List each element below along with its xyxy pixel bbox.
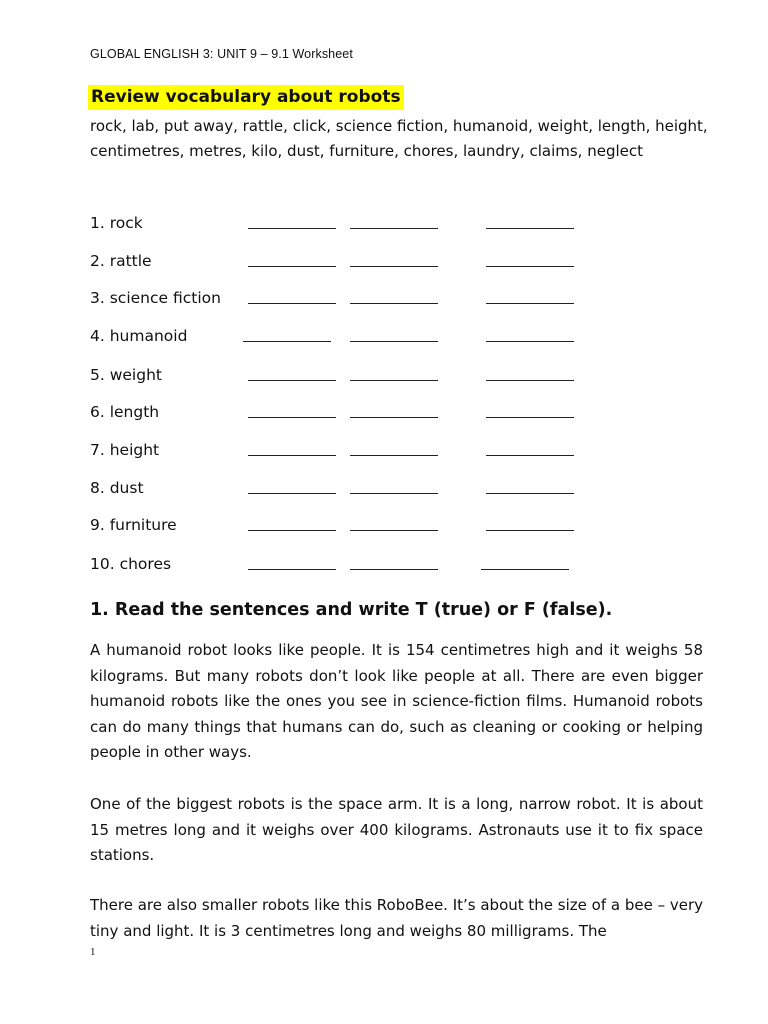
document-header: GLOBAL ENGLISH 3: UNIT 9 – 9.1 Worksheet [90,47,353,61]
answer-blank[interactable] [486,417,574,418]
vocab-label: 4. humanoid [90,327,188,345]
vocab-row [0,214,768,236]
vocab-label: 8. dust [90,479,144,497]
answer-blank[interactable] [248,380,336,381]
answer-blank[interactable] [248,530,336,531]
answer-blank[interactable] [350,455,438,456]
reading-paragraph: There are also smaller robots like this RoboBee. It’s about the size of a bee – very tiny and light. It is 3 centimetres long and weighs 80 milligrams. The [90,896,703,940]
answer-blank[interactable] [248,417,336,418]
vocab-row [0,441,768,463]
answer-blank[interactable] [248,303,336,304]
page-number: 1 [90,946,96,958]
answer-blank[interactable] [481,569,569,570]
answer-blank[interactable] [248,493,336,494]
vocab-label: 1. rock [90,214,143,232]
answer-blank[interactable] [243,341,331,342]
answer-blank[interactable] [350,303,438,304]
vocab-row [0,366,768,388]
answer-blank[interactable] [350,569,438,570]
answer-blank[interactable] [486,493,574,494]
vocab-label: 10. chores [90,555,172,573]
answer-blank[interactable] [350,341,438,342]
answer-blank[interactable] [248,266,336,267]
vocab-label: 9. furniture [90,516,177,534]
reading-paragraph: One of the biggest robots is the space arm. It is a long, narrow robot. It is about 15 metres long and it weighs over 400 kilograms. Astronauts use it to fix space stations. [90,795,703,864]
answer-blank[interactable] [486,530,574,531]
answer-blank[interactable] [486,341,574,342]
vocabulary-word-list: rock, lab, put away, rattle, click, science fiction, humanoid, weight, length, height, centimetres, metres, kilo, dust, furniture, chores, laundry, claims, neglect [90,117,708,160]
answer-blank[interactable] [350,266,438,267]
answer-blank[interactable] [350,530,438,531]
answer-blank[interactable] [350,493,438,494]
answer-blank[interactable] [486,266,574,267]
task-title: 1. Read the sentences and write T (true) or F (false). [90,600,613,620]
answer-blank[interactable] [486,380,574,381]
vocab-row [0,516,768,538]
answer-blank[interactable] [248,569,336,570]
vocab-label: 7. height [90,441,160,459]
reading-paragraph: A humanoid robot looks like people. It is 154 centimetres high and it weighs 58 kilograms. But many robots don’t look like people at all. There are even bigger humanoid robots like the ones you see in science-fiction films. Humanoid robots can do many things that humans can do, such as cleaning or cooking or helping people in other ways. [90,641,703,761]
vocab-label: 5. weight [90,366,162,384]
vocab-row [0,403,768,425]
answer-blank[interactable] [248,228,336,229]
vocab-label: 6. length [90,403,160,421]
answer-blank[interactable] [350,380,438,381]
answer-blank[interactable] [248,455,336,456]
answer-blank[interactable] [486,303,574,304]
vocab-row [0,289,768,311]
vocab-label: 2. rattle [90,252,152,270]
answer-blank[interactable] [350,417,438,418]
vocab-row [0,252,768,274]
vocab-row [0,327,768,349]
vocab-label: 3. science fiction [90,289,221,307]
answer-blank[interactable] [486,455,574,456]
answer-blank[interactable] [350,228,438,229]
answer-blank[interactable] [486,228,574,229]
vocab-row [0,555,768,577]
section-title: Review vocabulary about robots [88,85,404,110]
vocab-row [0,479,768,501]
